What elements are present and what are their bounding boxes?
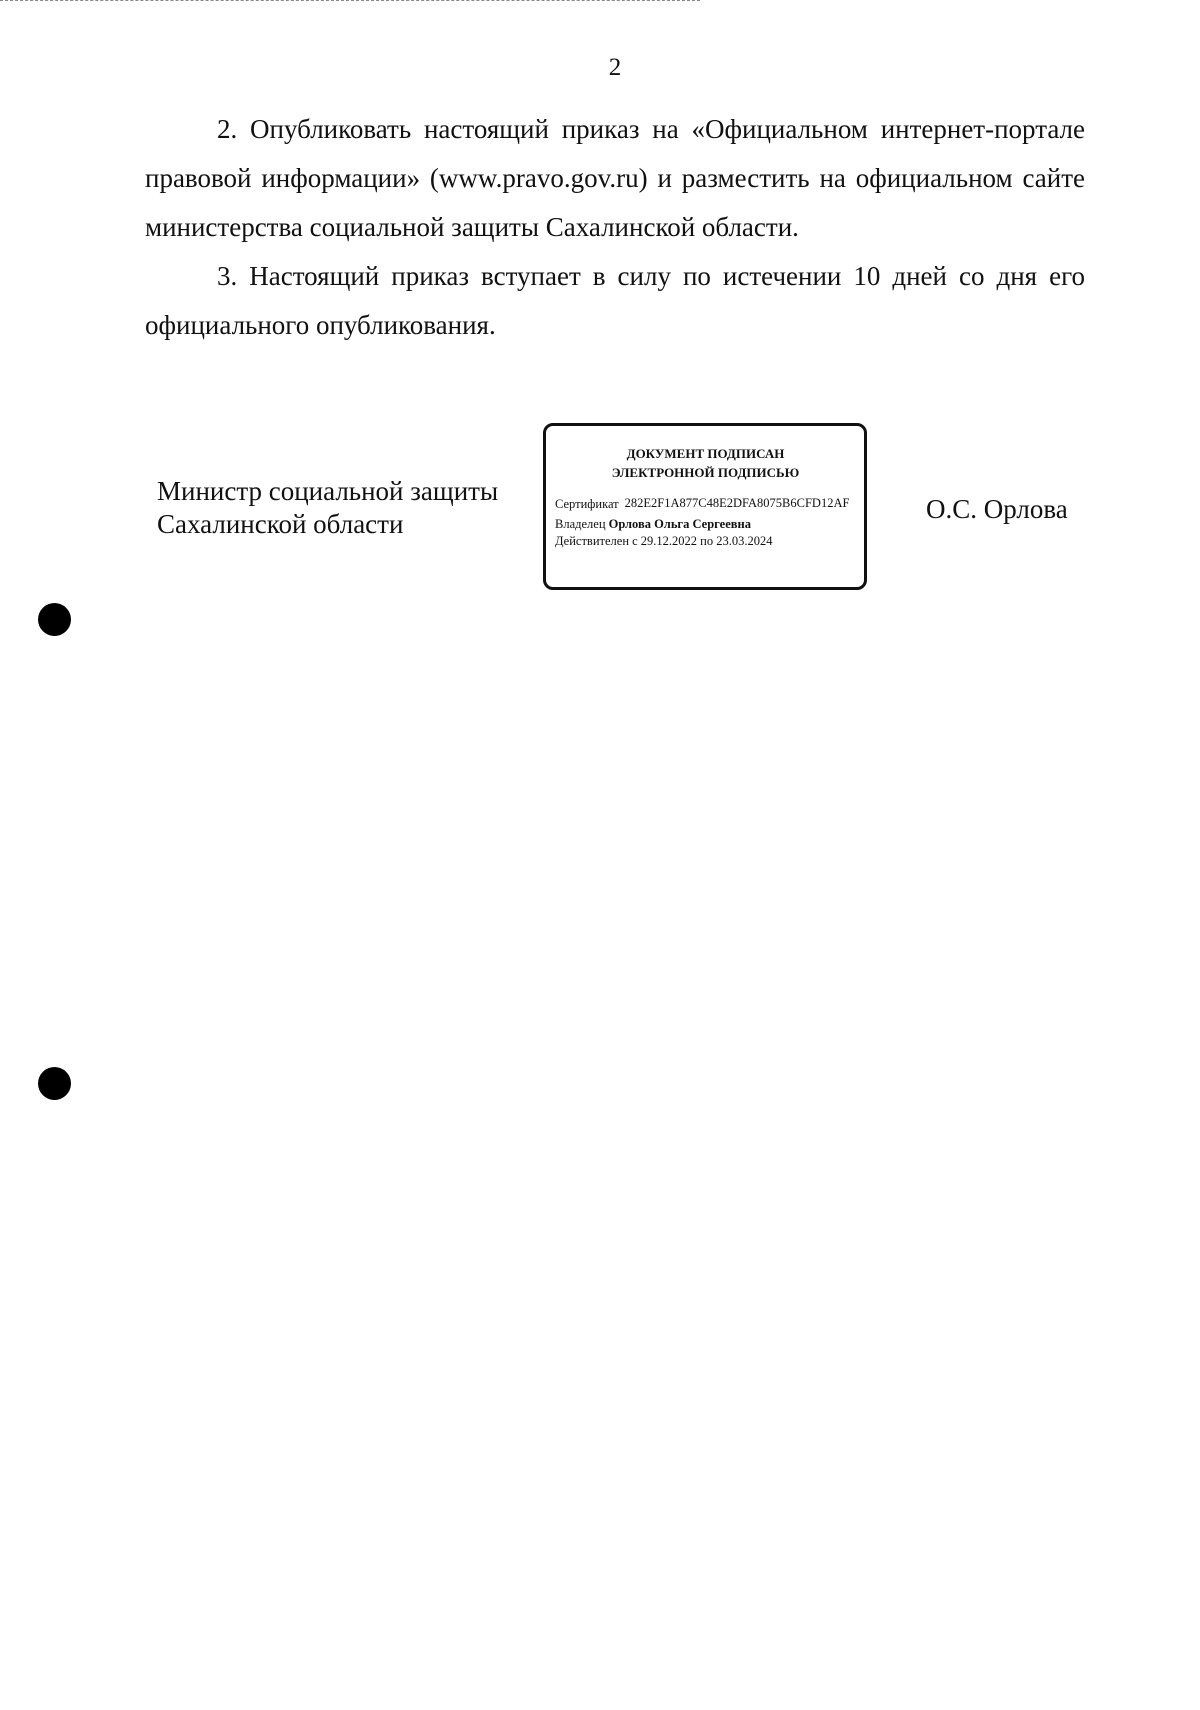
body-text <box>145 105 1085 350</box>
signer-name: О.С. Орлова <box>926 494 1068 524</box>
electronic-signature-stamp <box>543 423 867 590</box>
punch-hole-upper <box>38 603 71 636</box>
signer-position-line-2: Сахалинской области <box>157 509 404 539</box>
stamp-validity: Действителен с 29.12.2022 по 23.03.2024 <box>555 534 773 548</box>
signer-position <box>157 475 498 541</box>
stamp-certificate-value: 282E2F1A877C48E2DFA8075B6CFD12AF <box>624 496 850 510</box>
stamp-certificate-row <box>555 496 856 513</box>
stamp-certificate-label: Сертификат <box>555 497 619 511</box>
signer-position-line-1: Министр социальной защиты <box>157 476 499 506</box>
stamp-owner-row <box>555 516 856 533</box>
stamp-title-line-2: ЭЛЕКТРОННОЙ ПОДПИСЬЮ <box>611 465 800 480</box>
paragraph-effective: 3. Настоящий приказ вступает в силу по истечении 10 дней со дня его официального опубликования. <box>145 261 1085 340</box>
stamp-owner-name: Орлова Ольга Сергеевна <box>608 517 751 531</box>
punch-hole-lower <box>38 1067 71 1100</box>
paragraph-publish: 2. Опубликовать настоящий приказ на «Официальном интернет-портале правовой информации» (www.pravo.gov.ru) и разместить на официальном сайте министерства социальной защиты Сахалинской области. <box>145 114 1085 242</box>
page-number: 2 <box>608 54 622 81</box>
stamp-owner-label: Владелец <box>555 517 606 531</box>
stamp-title-line-1: ДОКУМЕНТ ПОДПИСАН <box>626 446 785 461</box>
scan-edge-line <box>0 0 700 3</box>
